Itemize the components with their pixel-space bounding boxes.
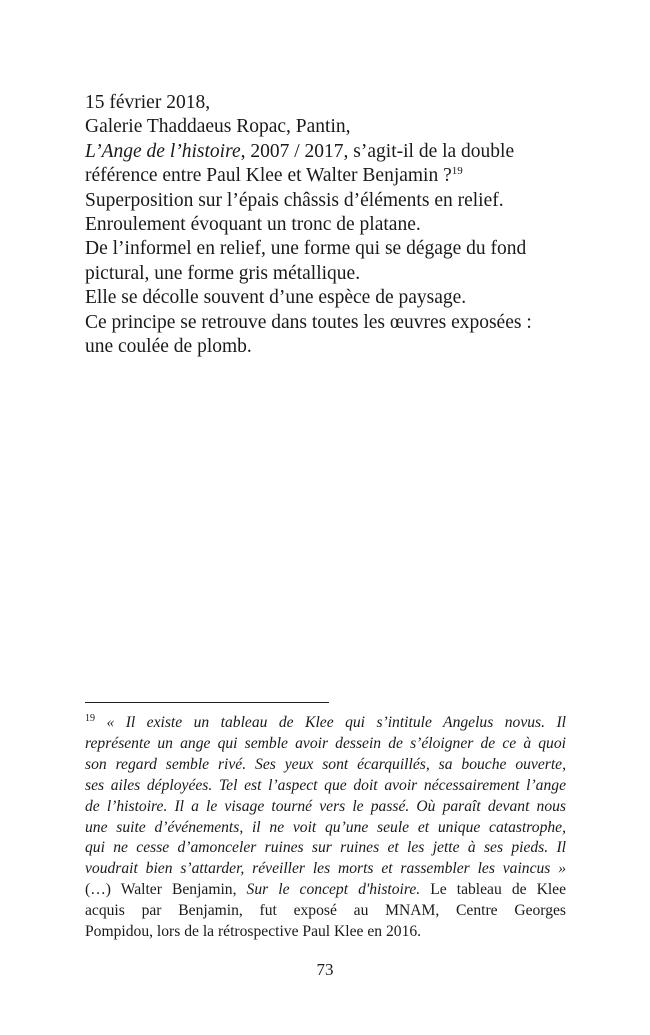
footnote-line	[85, 859, 566, 880]
quote-text: son regard semble rivé. Ses yeux sont écarquillés, sa bouche ouverte,	[85, 755, 566, 773]
text-line: une coulée de plomb.	[85, 336, 252, 358]
footnote-line: Pompidou, lors de la rétrospective Paul Klee en 2016.	[85, 923, 422, 941]
text-fragment: , 2007 / 2017, s’agit-il de la double	[240, 140, 515, 162]
footnote	[85, 713, 566, 943]
quote-text: représente un ange qui semble avoir dessein de s’éloigner de ce à quoi	[85, 734, 566, 752]
footnote-line: acquis par Benjamin, fut exposé au MNAM, Centre Georges	[85, 902, 566, 920]
text-line: Elle se décolle souvent d’une espèce de paysage.	[85, 287, 467, 309]
footnote-line	[85, 880, 566, 901]
citation-text: Le tableau de Klee	[420, 881, 567, 899]
quote-text: voudrait bien s’attarder, réveiller les morts et rassembler les vaincus »	[85, 860, 566, 878]
quote-text: qui ne cesse d’amonceler ruines sur ruines et les jette à ses pieds. Il	[85, 839, 566, 857]
footnote-line	[85, 818, 566, 839]
quote-text: « Il existe un tableau de Klee qui s’intitule Angelus novus. Il	[106, 714, 566, 731]
artwork-title: L’Ange de l’histoire	[85, 140, 241, 162]
text-fragment: référence entre Paul Klee et Walter Benjamin ?	[85, 165, 452, 187]
footnote-line	[85, 734, 566, 755]
text-line	[85, 164, 575, 188]
footnote-line	[85, 838, 566, 859]
quote-text: de l’histoire. Il a le visage tourné vers le passé. Où paraît devant nous	[85, 797, 566, 815]
citation-text: (…) Walter Benjamin,	[85, 881, 247, 899]
footnote-separator	[85, 702, 329, 703]
footnote-line	[85, 797, 566, 818]
text-line: Superposition sur l’épais châssis d’éléments en relief.	[85, 189, 504, 211]
quote-text: ses ailes déployées. Tel est l’aspect que doit avoir nécessairement l’ange	[85, 776, 566, 794]
main-text	[85, 91, 575, 359]
footnote-line	[85, 755, 566, 776]
text-line	[85, 140, 575, 164]
quote-text: une suite d’événements, il ne voit qu’une seule et unique catastrophe,	[85, 818, 566, 836]
text-line: Enroulement évoquant un tronc de platane.	[85, 214, 421, 236]
footnote-reference[interactable]: 19	[451, 165, 463, 178]
text-line: 15 février 2018,	[85, 92, 211, 113]
footnote-line	[85, 776, 566, 797]
text-line: pictural, une forme gris métallique.	[85, 262, 361, 284]
page-number: 73	[316, 960, 334, 979]
text-line: Galerie Thaddaeus Ropac, Pantin,	[85, 116, 351, 138]
book-title: Sur le concept d'histoire.	[246, 881, 421, 899]
footnote-line	[85, 713, 566, 734]
footnote-number: 19	[85, 713, 95, 724]
text-line: Ce principe se retrouve dans toutes les œuvres exposées :	[85, 311, 532, 333]
text-line: De l’informel en relief, une forme qui se dégage du fond	[85, 238, 527, 260]
